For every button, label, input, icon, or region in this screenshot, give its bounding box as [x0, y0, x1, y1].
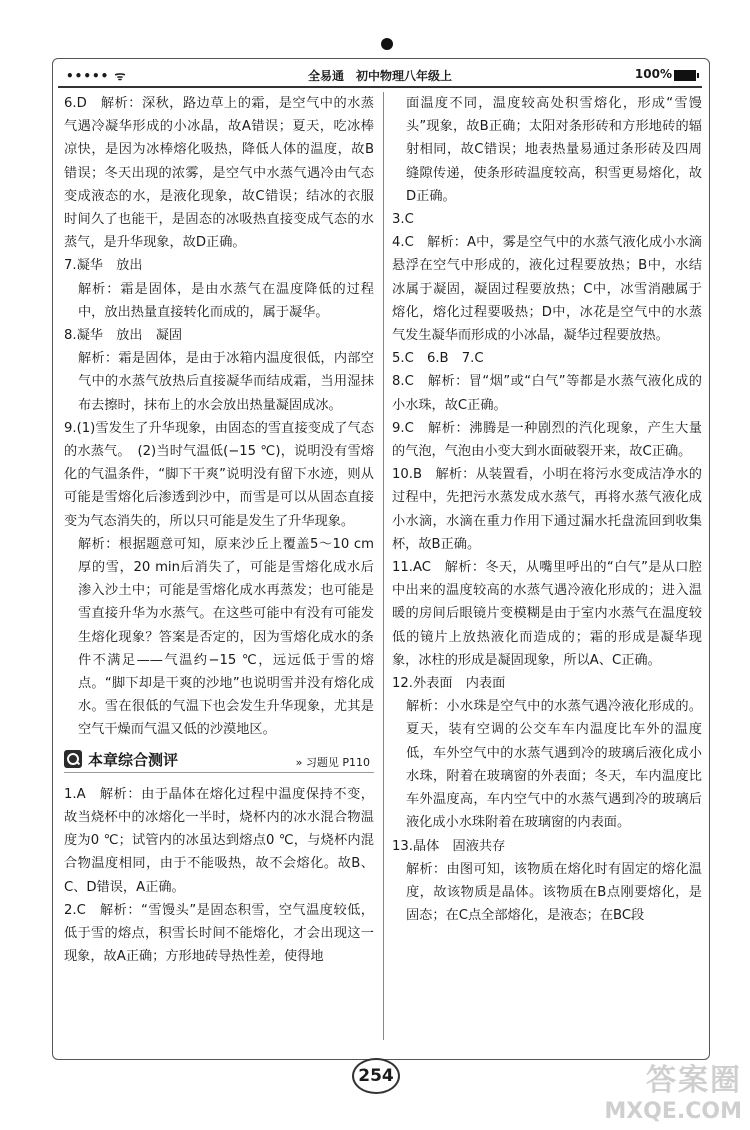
book-title: 全易通 初中物理八年级上	[307, 69, 452, 83]
watermark	[604, 1055, 742, 1124]
answer-explanation: 解析：霜是固体，是由于冰箱内温度很低，内部空气中的水蒸气放热后直接凝华而结成霜，当用湿抹布去擦时，抹布上的水会放出热量凝固成冰。	[78, 351, 374, 413]
watermark-text: 答案圈	[646, 1063, 742, 1098]
section-title: 本章综合测评	[88, 750, 179, 769]
page-number: 254	[352, 1058, 400, 1094]
answer-item: 11.AC 解析：冬天，从嘴里呼出的“白气”是从口腔中出来的温度较高的水蒸气遇冷液化形成的；进入温暖的房间后眼镜片变模糊是由于室内水蒸气在温度较低的镜片上放热液化而造成的；霜的形成是凝华现象，冰柱的形成是凝固现象，所以A、C正确。	[392, 560, 702, 668]
watermark-url: MXQE.COM	[604, 1099, 742, 1124]
answer-item: 8.凝华 放出 凝固	[64, 328, 183, 344]
answer-item: 1.A 解析：由于晶体在熔化过程中温度保持不变，故当烧杯中的冰熔化一半时，烧杯内的冰水混合物温度为0 ℃；试管内的冰虽达到熔点0 ℃，与烧杯内混合物温度相同，由于不能吸热，故不会熔化。故B、C、D错误，A正确。	[64, 786, 374, 895]
answer-item: 12.外表面 内表面	[392, 676, 506, 692]
answer-explanation: 解析：由图可知，该物质在熔化时有固定的熔化温度，故该物质是晶体。该物质在B点刚要熔化，是固态；在C点全部熔化，是液态；在BC段	[406, 861, 702, 924]
signal-icon: ••••• ᯤ	[66, 69, 127, 83]
answer-explanation: 面温度不同，温度较高处积雪熔化，形成“雪馒头”现象，故B正确；太阳对条形砖和方形地砖的辐射相同，故C错误；地表热量易通过条形砖及四周缝隙传递，使条形砖温度较高，积雪更易熔化，故D正确。	[406, 96, 702, 204]
status-bar	[58, 64, 702, 88]
answer-item: 10.B 解析：从装置看，小明在将污水变成洁净水的过程中，先把污水蒸发成水蒸气，再将水蒸气液化成小水滴，水滴在重力作用下通过漏水托盘流回到收集杯，故B正确。	[392, 467, 702, 552]
section-header	[64, 748, 374, 773]
answer-item: 7.凝华 放出	[64, 258, 143, 274]
answer-item: 13.晶体 固液共存	[392, 838, 506, 854]
top-dot	[381, 38, 393, 50]
answer-item: 6.D 解析：深秋，路边草上的霜，是空气中的水蒸气遇冷凝华形成的小冰晶，故A错误；夏天，吃冰棒凉快，是因为冰棒熔化吸热，降低人体的温度，故B错误；冬天出现的浓雾，是空气中水蒸气遇冷由气态变成液态的水，是液化现象，故C错误；结冰的衣服时间久了也能干，是固态的冰吸热直接变成气态的水蒸气，是升华现象，故D正确。	[64, 96, 374, 251]
section-reference: » 习题见 P110	[295, 755, 370, 769]
answer-item: 9.C 解析：沸腾是一种剧烈的汽化现象，产生大量的气泡，气泡由小变大到水面破裂开来，故C正确。	[392, 420, 702, 460]
answer-item: 4.C 解析：A中，雾是空气中的水蒸气液化成小水滴悬浮在空气中形成的，液化过程要放热；B中，水结冰属于凝固，凝固过程要放热；C中，冰雪消融属于熔化，熔化过程要吸热；D中，冰花是空气中的水蒸气发生凝华而形成的小冰晶，凝华过程要放热。	[392, 235, 702, 344]
search-icon	[64, 750, 82, 768]
answer-item: 5.C 6.B 7.C	[392, 351, 484, 367]
answer-explanation: 解析：小水珠是空气中的水蒸气遇冷液化形成的。夏天，装有空调的公交车车内温度比车外的温度低，车外空气中的水蒸气遇到冷的玻璃后液化成小水珠，附着在玻璃窗的外表面；冬天，车内温度比车外温度高，车内空气中的水蒸气遇到冷的玻璃后液化成小水珠附着在玻璃窗的内表面。	[406, 699, 702, 831]
battery-percent: 100%	[634, 67, 672, 81]
answer-item: 8.C 解析：冒“烟”或“白气”等都是水蒸气液化成的小水珠，故C正确。	[392, 374, 702, 413]
answer-item: 3.C	[392, 212, 414, 228]
left-column	[64, 92, 374, 968]
answer-item: 9.(1)雪发生了升华现象，由固态的雪直接变成了气态的水蒸气。 (2)当时气温低(−15 ℃)，说明没有雪熔化的气温条件，“脚下干爽”说明没有留下水迹，则从可能是雪熔化后渗透到沙中，而雪是可以从固态直接变为气态消失的，所以只可能是发生了升华现象。	[64, 420, 374, 529]
right-column	[392, 92, 702, 927]
column-divider	[383, 92, 384, 1040]
answer-explanation: 解析：根据题意可知，原来沙丘上覆盖5～10 cm厚的雪，20 min后消失了，可能是雪熔化成水后渗入沙土中；可能是雪熔化成水再蒸发；也可能是雪直接升华为水蒸气。在这些可能中有没有可能发生熔化现象？答案是否定的，因为雪熔化成水的条件不满足——气温约−15 ℃，远远低于雪的熔点。“脚下却是干爽的沙地”也说明雪并没有熔化成水。雪在很低的气温下也会发生升华现象，尤其是空气干燥而气温又低的沙漠地区。	[78, 536, 374, 738]
answer-item: 2.C 解析：“雪馒头”是固态积雪，空气温度较低，低于雪的熔点，积雪长时间不能熔化，才会出现这一现象，故A正确；方形地砖导热性差，使得地	[64, 902, 374, 965]
battery-icon	[674, 70, 696, 81]
answer-explanation: 解析：霜是固体，是由水蒸气在温度降低的过程中，放出热量直接转化而成的，属于凝华。	[78, 281, 374, 320]
